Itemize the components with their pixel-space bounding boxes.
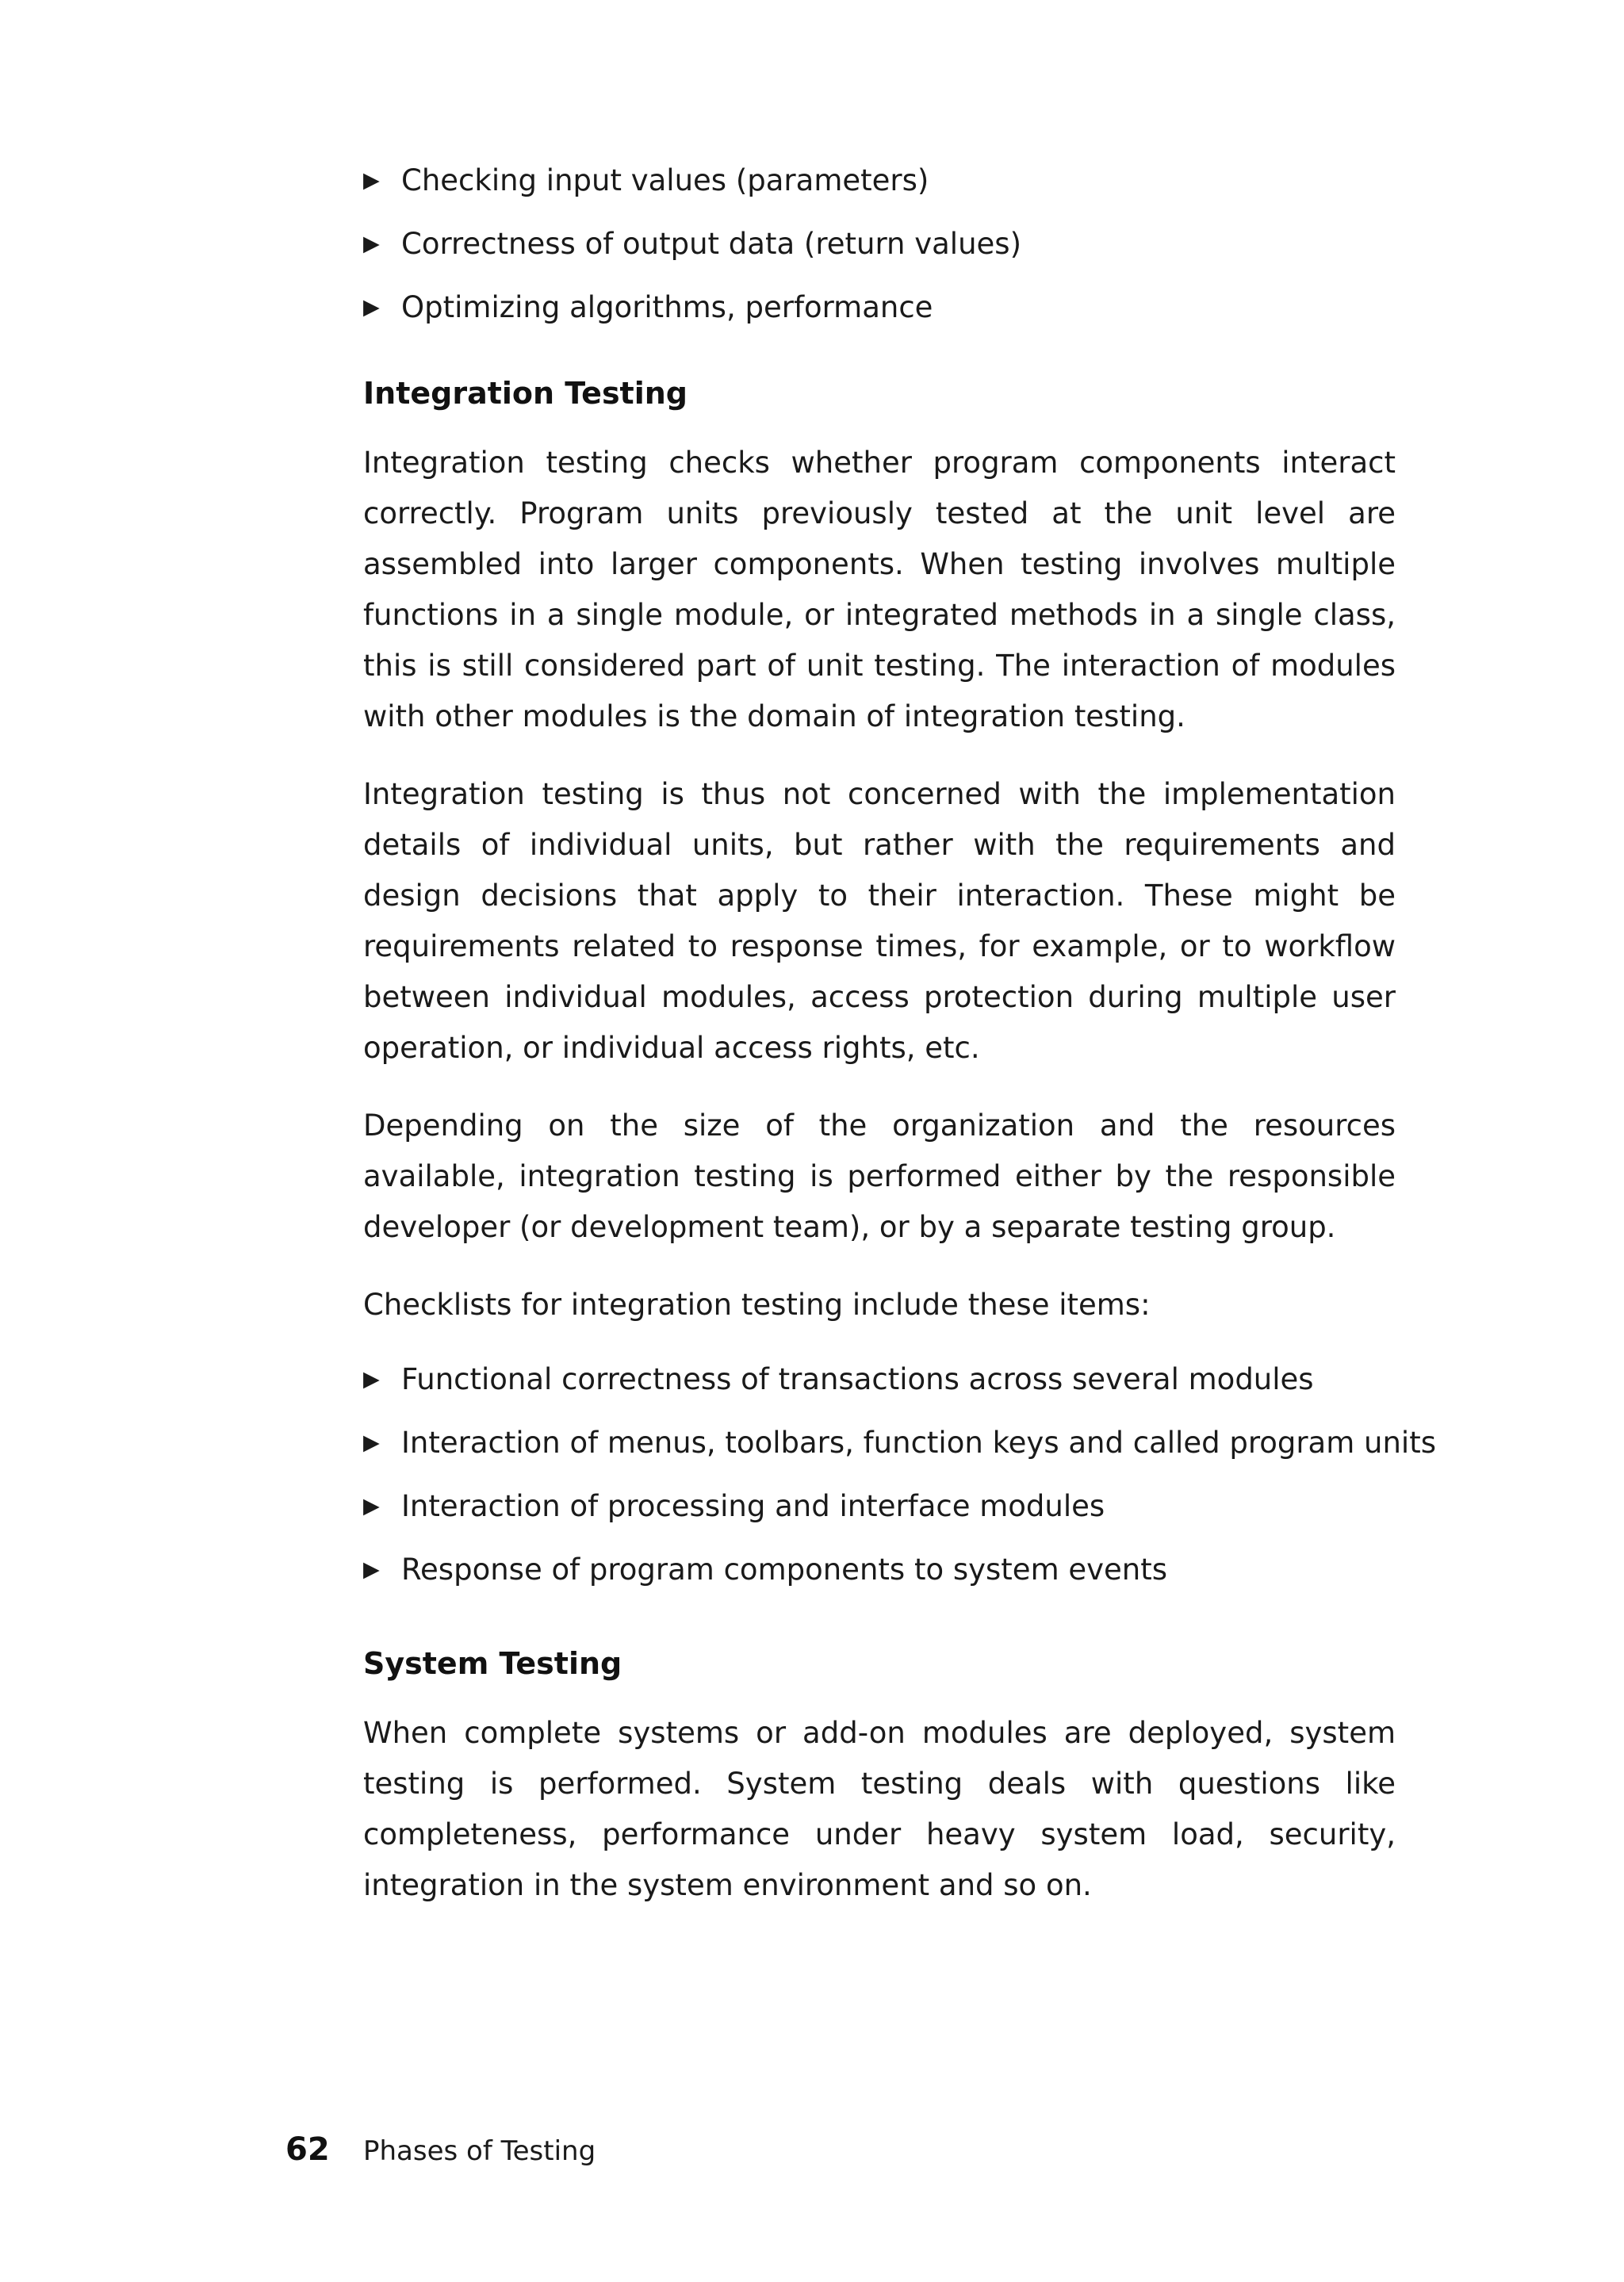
list-item-text: Response of program components to system events <box>401 1553 1168 1587</box>
integration-paragraph-1: Integration testing checks whether program components interact correctly. Program units previously tested at the unit level are assembled into larger components. When testing involves multiple functions in a single module, or integrated methods in a single class, this is still considered part of unit testing. The interaction of modules with other modules is the domain of integration testing. <box>363 446 1396 733</box>
list-item-text: Optimizing algorithms, performance <box>401 290 933 324</box>
integration-paragraph-3: Depending on the size of the organization and the resources available, integration testing is performed either by the responsible developer (or development team), or by a separate testing group. <box>363 1108 1396 1244</box>
list-item <box>363 285 1396 330</box>
text-column <box>363 159 1436 1938</box>
list-item <box>363 1421 1436 1465</box>
list-item <box>363 1548 1396 1592</box>
list-item <box>363 1357 1396 1402</box>
page-number: 62 <box>285 2131 330 2168</box>
integration-testing-heading: Integration Testing <box>363 376 688 411</box>
list-item <box>363 159 1396 203</box>
list-item-text: Interaction of processing and interface modules <box>401 1489 1105 1523</box>
list-item-text: Correctness of output data (return values) <box>401 227 1022 261</box>
triangle-bullet-icon: ▶ <box>363 1367 380 1392</box>
list-item <box>363 1484 1396 1529</box>
triangle-bullet-icon: ▶ <box>363 1494 380 1518</box>
system-testing-heading: System Testing <box>363 1646 622 1681</box>
system-paragraph: When complete systems or add-on modules are deployed, system testing is performed. System testing deals with questions like completeness, performance under heavy system load, security, integration in the system environment and so on. <box>363 1716 1396 1902</box>
triangle-bullet-icon: ▶ <box>363 1430 380 1455</box>
integration-paragraph-4: Checklists for integration testing include these items: <box>363 1288 1151 1322</box>
integration-checklist <box>363 1357 1436 1592</box>
list-item <box>363 222 1396 266</box>
triangle-bullet-icon: ▶ <box>363 168 380 193</box>
triangle-bullet-icon: ▶ <box>363 232 380 256</box>
list-item-text: Checking input values (parameters) <box>401 163 929 197</box>
intro-bullet-list <box>363 159 1396 330</box>
list-item-text: Functional correctness of transactions across several modules <box>401 1362 1314 1396</box>
triangle-bullet-icon: ▶ <box>363 1557 380 1582</box>
page-footer <box>285 2131 596 2179</box>
triangle-bullet-icon: ▶ <box>363 295 380 320</box>
integration-paragraph-2: Integration testing is thus not concerned with the implementation details of individual units, but rather with the requirements and design decisions that apply to their interaction. These might be requirements related to response times, for example, or to workflow between individual modules, access protection during multiple user operation, or individual access rights, etc. <box>363 777 1396 1065</box>
running-title: Phases of Testing <box>363 2135 596 2167</box>
list-item-text: Interaction of menus, toolbars, function keys and called program units <box>401 1426 1436 1460</box>
